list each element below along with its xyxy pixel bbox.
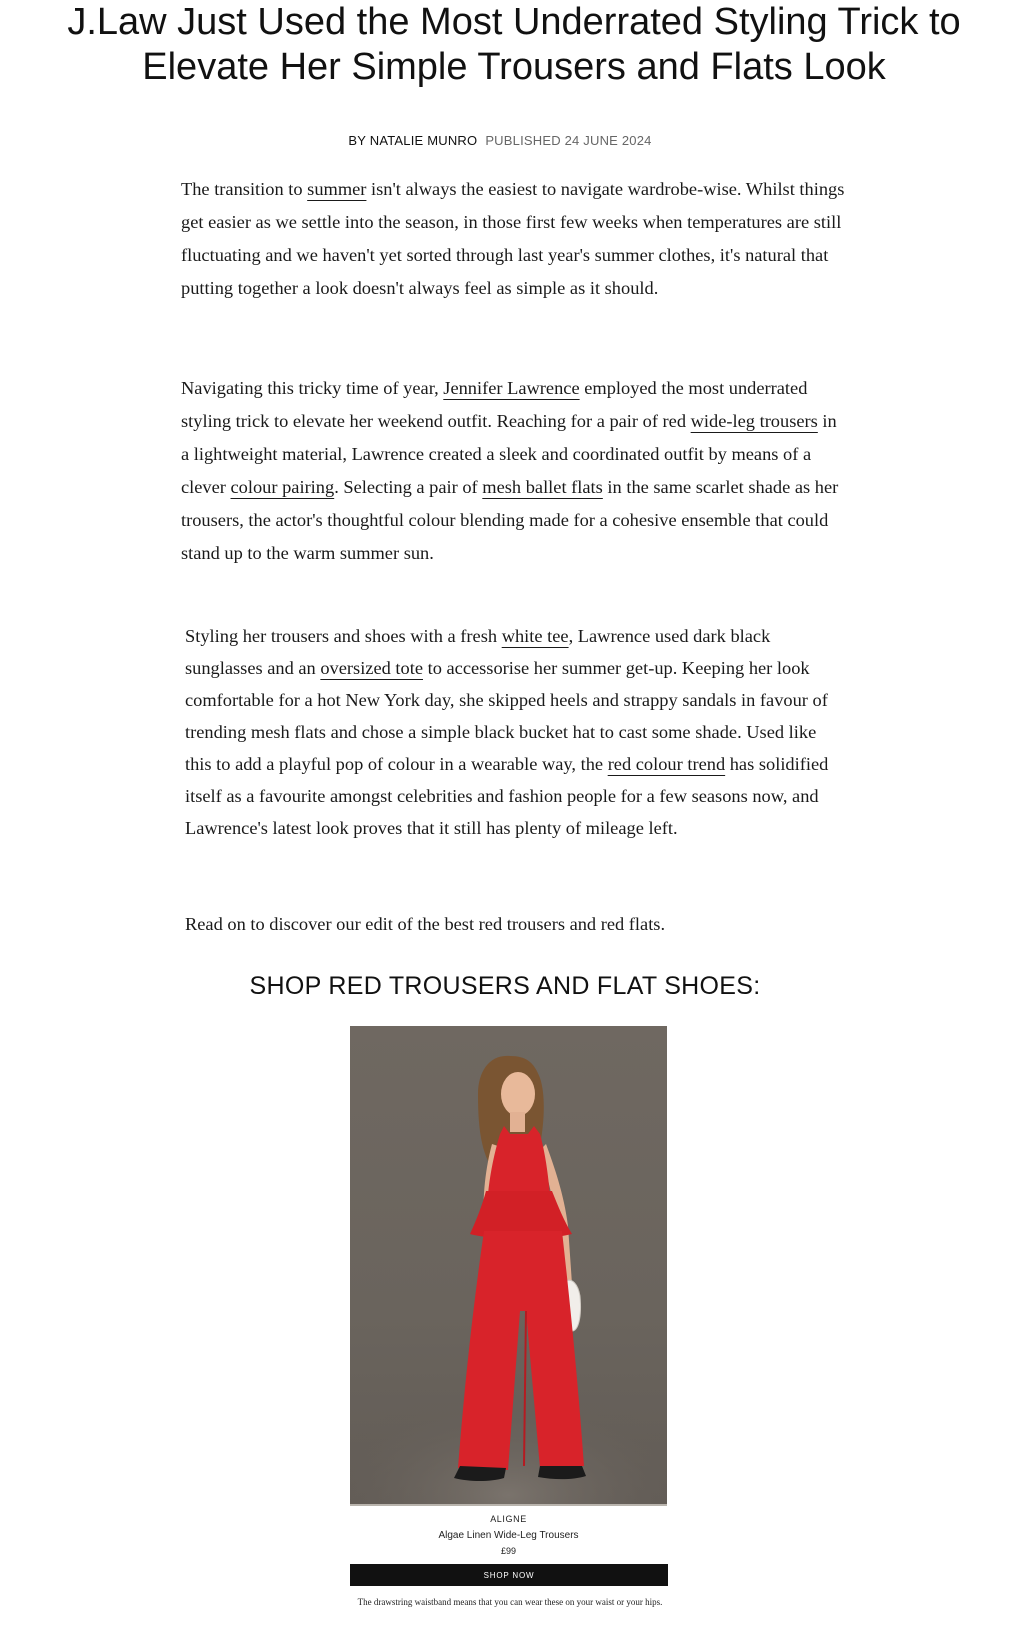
text: to accessorise her summer get-up. Keeping her look comfortable for a hot New York day, she skipped heels and strappy sandals in favour of trending mesh flats and chose a simple black bucket hat to cast some shade. Used like this to add a playful pop of colour in a wearable way, the (185, 658, 828, 774)
paragraph-styling (185, 620, 835, 844)
text: employed the most underrated styling trick to elevate her weekend outfit. Reaching for a pair of red (181, 378, 808, 431)
product-brand: ALIGNE (490, 1514, 527, 1524)
shop-now-button[interactable]: SHOP NOW (350, 1564, 668, 1586)
link-wide-leg-trousers[interactable]: wide-leg trousers (690, 411, 818, 431)
author-name[interactable]: BY NATALIE MUNRO (348, 133, 478, 148)
link-white-tee[interactable]: white tee (501, 626, 569, 646)
link-red-colour-trend[interactable]: red colour trend (607, 754, 726, 774)
shop-heading: SHOP RED TROUSERS AND FLAT SHOES: (249, 972, 761, 1000)
text: Navigating this tricky time of year, (181, 378, 444, 398)
publish-date: PUBLISHED 24 JUNE 2024 (485, 133, 652, 148)
text: , Lawrence used dark black sunglasses and an (185, 626, 771, 678)
product-image[interactable] (350, 1026, 667, 1506)
link-oversized-tote[interactable]: oversized tote (320, 658, 423, 678)
text: in the same scarlet shade as her trousers, the actor's thoughtful colour blending made for a cohesive ensemble that could stand up to the warm summer sun. (181, 477, 839, 563)
link-colour-pairing[interactable]: colour pairing (230, 477, 335, 497)
link-summer[interactable]: summer (307, 179, 367, 199)
article-title: J.Law Just Used the Most Underrated Styling Trick to Elevate Her Simple Trousers and Flats Look (67, 1, 961, 88)
text: The transition to (181, 179, 308, 199)
link-jennifer-lawrence[interactable]: Jennifer Lawrence (443, 378, 580, 398)
paragraph-intro (181, 173, 846, 305)
text: Styling her trousers and shoes with a fresh (185, 626, 502, 646)
product-name[interactable]: Algae Linen Wide-Leg Trousers (438, 1530, 579, 1541)
link-mesh-ballet-flats[interactable]: mesh ballet flats (482, 477, 603, 497)
text: has solidified itself as a favourite amongst celebrities and fashion people for a few seasons now, and Lawrence's latest look proves that it still has plenty of mileage left. (185, 754, 829, 838)
text: in a lightweight material, Lawrence created a sleek and coordinated outfit by means of a clever (181, 411, 837, 497)
text: . Selecting a pair of (334, 477, 483, 497)
paragraph-read-on: Read on to discover our edit of the best red trousers and red flats. (185, 914, 666, 934)
model-illustration (350, 1026, 667, 1504)
text: isn't always the easiest to navigate wardrobe-wise. Whilst things get easier as we settle into the season, in those first few weeks when temperatures are still fluctuating and we haven't yet sorted through last year's summer clothes, it's natural that putting together a look doesn't always feel as simple as it should. (181, 179, 845, 298)
paragraph-outfit (181, 372, 846, 570)
product-caption: The drawstring waistband means that you can wear these on your waist or your hips. (357, 1597, 663, 1607)
byline (0, 133, 1000, 148)
product-price: £99 (500, 1546, 517, 1556)
